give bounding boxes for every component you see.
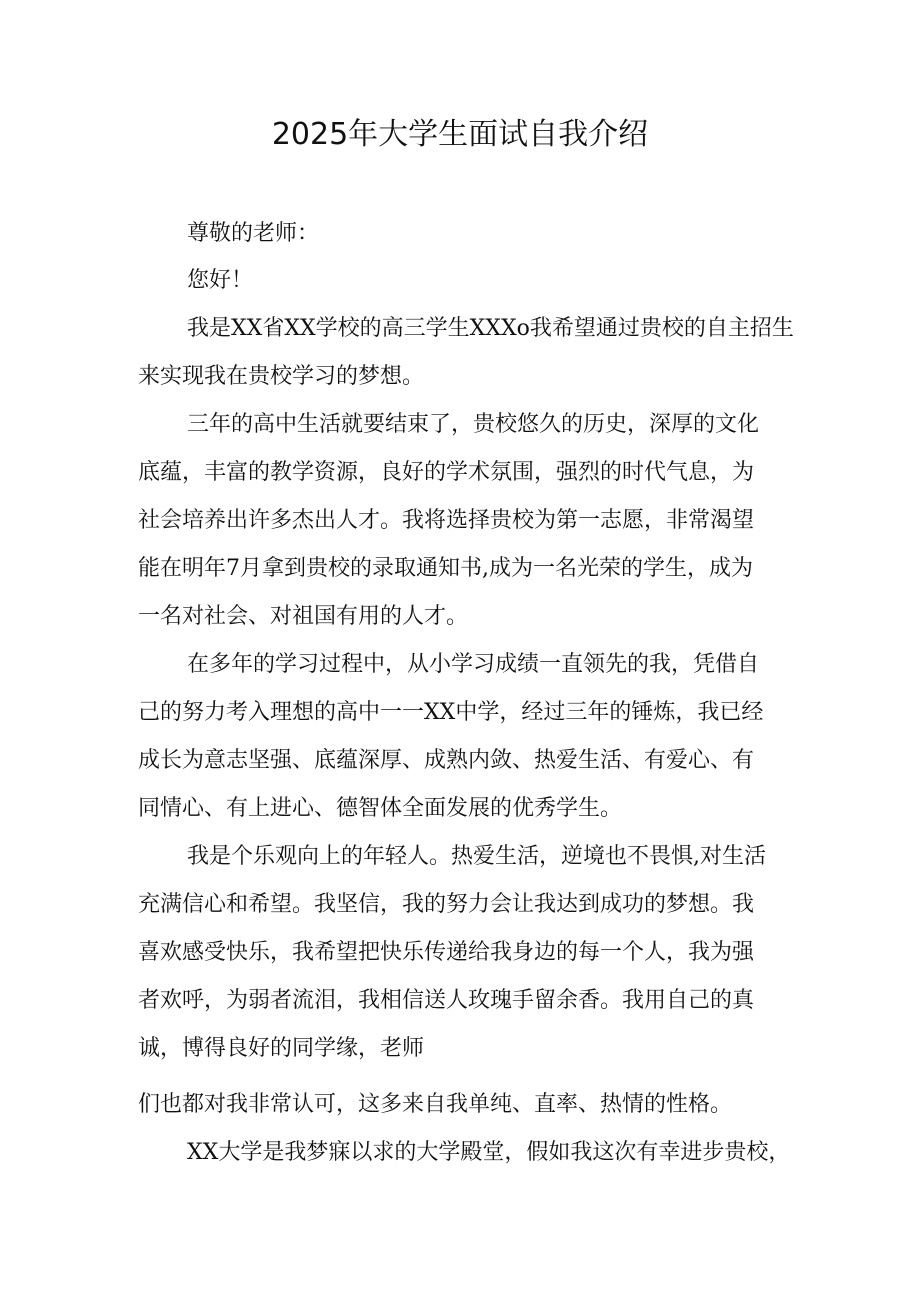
paragraph-2-line-5: 一名对社会、对祖国有用的人才。 xyxy=(138,604,469,629)
paragraph-4-line-4: 者欢呼，为弱者流泪，我相信送人玫瑰手留余香。我用自己的真 xyxy=(138,988,755,1013)
paragraph-4-line-3: 喜欢感受快乐，我希望把快乐传递给我身边的每一个人，我为强 xyxy=(138,940,755,965)
paragraph-4-line-2: 充满信心和希望。我坚信，我的努力会让我达到成功的梦想。我 xyxy=(138,892,755,917)
paragraph-3-line-2: 己的努力考入理想的高中一一XX中学，经过三年的锤炼，我已经 xyxy=(138,700,764,725)
greeting: 您好！ xyxy=(187,268,254,293)
paragraph-2-line-4: 能在明年7月拿到贵校的录取通知书,成为一名光荣的学生，成为 xyxy=(138,556,753,581)
paragraph-6-line-1: XX大学是我梦寐以求的大学殿堂，假如我这次有幸进步贵校， xyxy=(187,1140,791,1165)
paragraph-4-line-1: 我是个乐观向上的年轻人。热爱生活，逆境也不畏惧,对生活 xyxy=(187,844,766,869)
paragraph-2-line-3: 社会培养出许多杰出人才。我将选择贵校为第一志愿，非常渴望 xyxy=(138,508,755,533)
paragraph-3-line-4: 同情心、有上进心、德智体全面发展的优秀学生。 xyxy=(138,796,623,821)
paragraph-1-line-2: 来实现我在贵校学习的梦想。 xyxy=(138,364,425,389)
paragraph-3-line-1: 在多年的学习过程中，从小学习成绩一直领先的我，凭借自 xyxy=(187,652,760,677)
paragraph-2-line-2: 底蕴，丰富的教学资源，良好的学术氛围，强烈的时代气息，为 xyxy=(138,460,755,485)
salutation: 尊敬的老师： xyxy=(187,221,320,246)
paragraph-4-line-5: 诚，博得良好的同学缘，老师 xyxy=(138,1036,425,1061)
document-title: 2025年大学生面试自我介绍 xyxy=(271,117,649,152)
paragraph-5-line-1: 们也都对我非常认可，这多来自我单纯、直率、热情的性格。 xyxy=(138,1092,733,1117)
paragraph-2-line-1: 三年的高中生活就要结束了，贵校悠久的历史，深厚的文化 xyxy=(187,412,760,437)
paragraph-1-line-1: 我是XX省XX学校的高三学生XXXo我希望通过贵校的自主招生 xyxy=(187,316,794,341)
paragraph-3-line-3: 成长为意志坚强、底蕴深厚、成熟内敛、热爱生活、有爱心、有 xyxy=(138,748,755,773)
